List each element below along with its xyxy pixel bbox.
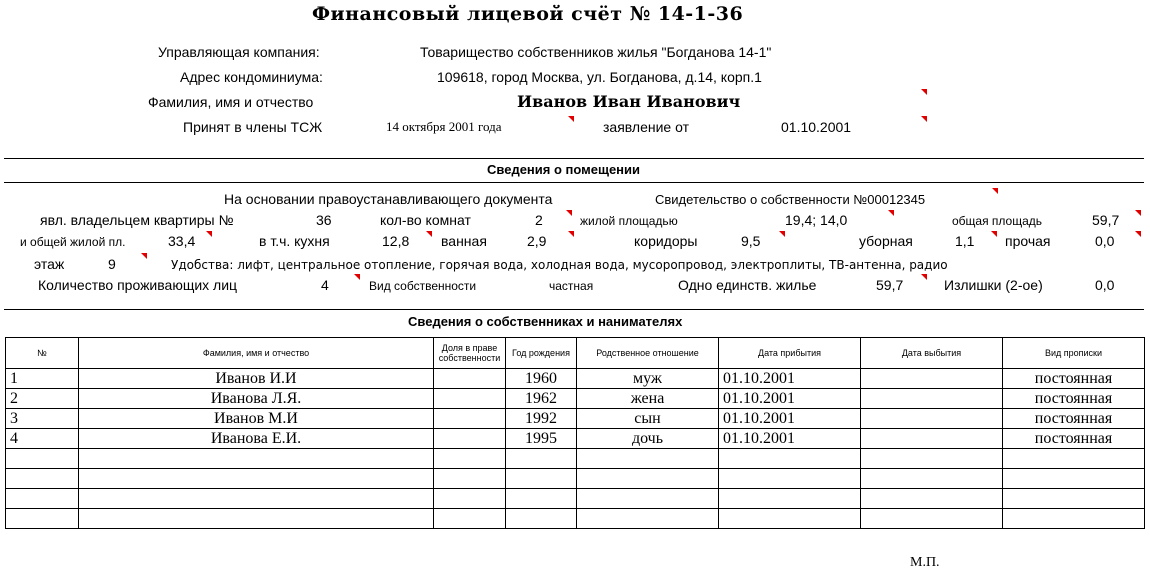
single-home-label: Одно единств. жилье	[678, 277, 817, 293]
cell-name: Иванов М.И	[79, 409, 434, 429]
comment-marker-icon	[921, 274, 927, 280]
comment-marker-icon	[921, 116, 927, 122]
cell-registration: постоянная	[1003, 429, 1145, 449]
cell-registration: постоянная	[1003, 369, 1145, 389]
comment-marker-icon	[888, 210, 894, 216]
col-header-relation: Родственное отношение	[577, 338, 719, 369]
divider	[4, 182, 1144, 183]
comment-marker-icon	[1135, 231, 1141, 237]
page-title: Финансовый лицевой счёт № 14-1-36	[312, 3, 744, 25]
corridors-value: 9,5	[741, 233, 761, 249]
surplus-value: 0,0	[1095, 277, 1115, 293]
cell-relation: дочь	[577, 429, 719, 449]
table-row	[6, 389, 1145, 409]
apartment-no: 36	[316, 212, 332, 228]
comment-marker-icon	[141, 253, 147, 259]
comment-marker-icon	[206, 231, 212, 237]
cell-share	[434, 429, 506, 449]
col-header-registration: Вид прописки	[1003, 338, 1145, 369]
company-value: Товарищество собственников жилья "Богданова 14-1"	[420, 44, 772, 60]
total-living-value: 33,4	[168, 233, 196, 249]
divider	[4, 158, 1144, 159]
owner-label: явл. владельцем квартиры №	[40, 212, 234, 228]
table-row	[6, 429, 1145, 449]
ownership-label: Вид собственности	[369, 279, 477, 293]
cell-arrival: 01.10.2001	[719, 429, 861, 449]
surplus-label: Излишки (2-ое)	[944, 277, 1043, 293]
comment-marker-icon	[1135, 210, 1141, 216]
living-area-label: жилой площадью	[580, 214, 678, 228]
cell-birth-year: 1992	[506, 409, 577, 429]
cell-number: 1	[6, 369, 79, 389]
cell-departure	[861, 369, 1003, 389]
comment-marker-icon	[991, 231, 997, 237]
cell-number: 3	[6, 409, 79, 429]
basis-label: На основании правоустанавливающего документа	[224, 191, 553, 207]
bathroom-value: 2,9	[527, 233, 547, 249]
toilet-label: уборная	[859, 233, 913, 249]
application-label: заявление от	[603, 119, 689, 135]
table-row	[6, 409, 1145, 429]
table-row	[6, 369, 1145, 389]
cell-share	[434, 409, 506, 429]
application-value: 01.10.2001	[781, 119, 852, 135]
cell-share	[434, 389, 506, 409]
floor-value: 9	[108, 256, 116, 272]
cell-name: Иванов И.И	[79, 369, 434, 389]
fio-label: Фамилия, имя и отчество	[148, 94, 314, 110]
residents-value: 4	[321, 277, 329, 293]
cell-relation: сын	[577, 409, 719, 429]
cell-relation: жена	[577, 389, 719, 409]
cell-name: Иванова Е.И.	[79, 429, 434, 449]
cell-relation: муж	[577, 369, 719, 389]
comment-marker-icon	[426, 231, 432, 237]
address-value: 109618, город Москва, ул. Богданова, д.14, корп.1	[437, 69, 762, 85]
cell-share	[434, 369, 506, 389]
table-row-empty	[6, 449, 1145, 469]
floor-label: этаж	[34, 256, 65, 272]
total-area-label: общая площадь	[952, 214, 1043, 228]
total-area-value: 59,7	[1092, 212, 1120, 228]
stamp-label: М.П.	[910, 555, 940, 570]
cell-departure	[861, 409, 1003, 429]
total-living-label: и общей жилой пл.	[20, 235, 126, 249]
kitchen-label: в т.ч. кухня	[259, 233, 330, 249]
col-header-arrival: Дата прибытия	[719, 338, 861, 369]
member-label: Принят в члены ТСЖ	[183, 119, 323, 135]
living-area-value: 19,4; 14,0	[785, 212, 848, 228]
basis-value: Свидетельство о собственности №00012345	[655, 192, 926, 207]
address-label: Адрес кондоминиума:	[180, 69, 323, 85]
cell-arrival: 01.10.2001	[719, 409, 861, 429]
premises-section-title: Сведения о помещении	[487, 162, 641, 177]
comment-marker-icon	[566, 210, 572, 216]
cell-registration: постоянная	[1003, 389, 1145, 409]
cell-birth-year: 1962	[506, 389, 577, 409]
comment-marker-icon	[779, 231, 785, 237]
owners-section-title: Сведения о собственниках и нанимателях	[408, 314, 683, 329]
bathroom-label: ванная	[441, 233, 487, 249]
cell-arrival: 01.10.2001	[719, 389, 861, 409]
comment-marker-icon	[992, 188, 998, 194]
cell-departure	[861, 389, 1003, 409]
corridors-label: коридоры	[634, 233, 698, 249]
col-header-name: Фамилия, имя и отчество	[79, 338, 434, 369]
table-row-empty	[6, 509, 1145, 529]
divider	[4, 309, 1144, 310]
col-header-birth-year: Год рождения	[506, 338, 577, 369]
other-value: 0,0	[1095, 233, 1115, 249]
cell-number: 4	[6, 429, 79, 449]
cell-name: Иванова Л.Я.	[79, 389, 434, 409]
cell-arrival: 01.10.2001	[719, 369, 861, 389]
toilet-value: 1,1	[955, 233, 975, 249]
kitchen-value: 12,8	[382, 233, 410, 249]
cell-departure	[861, 429, 1003, 449]
residents-label: Количество проживающих лиц	[38, 277, 238, 293]
table-header-row	[6, 338, 1145, 369]
rooms-value: 2	[535, 212, 543, 228]
amenities: Удобства: лифт, центральное отопление, горячая вода, холодная вода, мусоропровод, электроплиты, ТВ-антенна, радио	[171, 258, 948, 272]
rooms-label: кол-во комнат	[380, 212, 471, 228]
cell-number: 2	[6, 389, 79, 409]
comment-marker-icon	[568, 116, 574, 122]
single-home-value: 59,7	[876, 277, 904, 293]
other-label: прочая	[1005, 233, 1051, 249]
owners-table	[5, 337, 1145, 529]
member-value: 14 октября 2001 года	[386, 119, 502, 134]
ownership-value: частная	[549, 279, 594, 293]
comment-marker-icon	[568, 231, 574, 237]
fio-value: Иванов Иван Иванович	[517, 92, 741, 111]
comment-marker-icon	[921, 89, 927, 95]
comment-marker-icon	[354, 274, 360, 280]
table-row-empty	[6, 469, 1145, 489]
col-header-number: №	[6, 338, 79, 369]
cell-birth-year: 1960	[506, 369, 577, 389]
col-header-departure: Дата выбытия	[861, 338, 1003, 369]
col-header-share: Доля в праве собственности	[434, 338, 506, 369]
cell-registration: постоянная	[1003, 409, 1145, 429]
company-label: Управляющая компания:	[158, 44, 320, 60]
cell-birth-year: 1995	[506, 429, 577, 449]
table-row-empty	[6, 489, 1145, 509]
